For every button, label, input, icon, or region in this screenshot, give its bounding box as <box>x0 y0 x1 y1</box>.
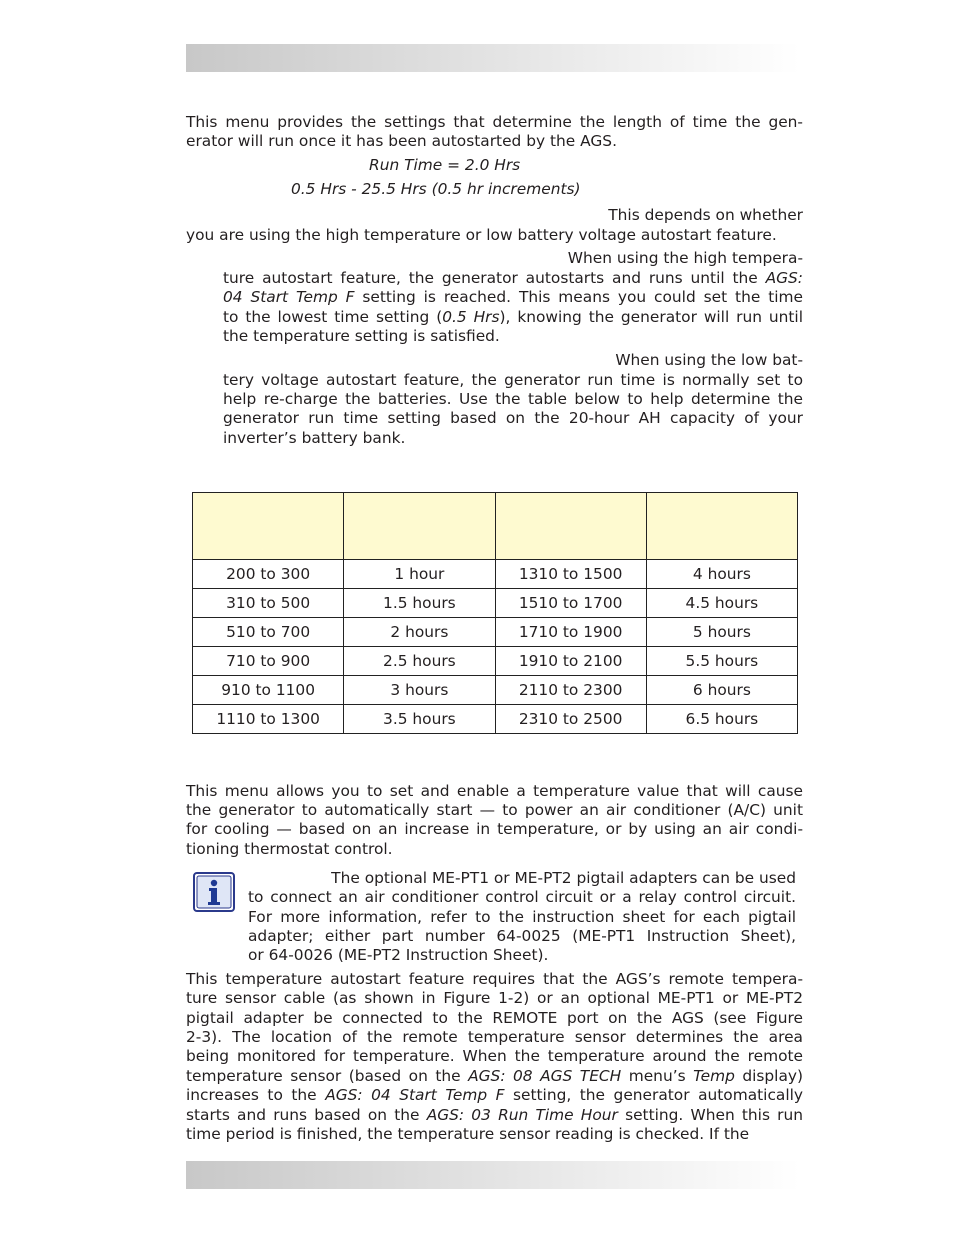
high-temp-line-2 <box>223 268 803 288</box>
run-time-cell: 6 hours <box>646 676 797 705</box>
high-temp-line-2a: ture autostart feature, the generator autostarts and runs until the <box>223 269 766 287</box>
table-row <box>193 676 798 705</box>
battery-ah-cell: 1510 to 1700 <box>495 589 646 618</box>
high-temp-line-4a: to the lowest time setting ( <box>223 308 443 326</box>
high-temp-line-5: the temperature setting is satisfied. <box>223 327 500 345</box>
table-row <box>193 618 798 647</box>
run-time-cell: 5.5 hours <box>646 647 797 676</box>
low-batt-line-2: tery voltage autostart feature, the generator run time is normally set to <box>223 371 803 389</box>
run-time-cell: 3 hours <box>344 676 495 705</box>
run-time-cell: 4.5 hours <box>646 589 797 618</box>
sensor-line-1: This temperature autostart feature requires that the AGS’s remote tempera- <box>186 970 803 988</box>
battery-ah-cell: 910 to 1100 <box>193 676 344 705</box>
intro-line-1: This menu provides the settings that determine the length of time the gen- <box>186 113 803 131</box>
run-time-cell: 2 hours <box>344 618 495 647</box>
table-row <box>193 647 798 676</box>
battery-ah-cell: 710 to 900 <box>193 647 344 676</box>
low-batt-line-5: inverter’s battery bank. <box>223 429 406 447</box>
high-temp-line-4c: ), knowing the generator will run until <box>499 308 803 326</box>
note-line-5: or 64-0026 (ME-PT2 Instruction Sheet). <box>248 946 549 964</box>
table-header-row <box>193 493 798 560</box>
run-time-cell: 1 hour <box>344 560 495 589</box>
default-setting-text: Run Time = 2.0 Hrs <box>369 156 521 174</box>
note-line-4: adapter; either part number 64-0025 (ME-PT1 Instruction Sheet), <box>248 927 796 945</box>
footer-bar <box>186 1161 800 1189</box>
battery-ah-cell: 1110 to 1300 <box>193 705 344 734</box>
default-setting <box>369 155 520 175</box>
battery-ah-cell: 200 to 300 <box>193 560 344 589</box>
high-temp-line-4 <box>223 307 803 327</box>
run-time-cell: 1.5 hours <box>344 589 495 618</box>
temp-menu-line-2: the generator to automatically start — to power an air conditioner (A/C) unit <box>186 801 803 819</box>
run-time-cell: 4 hours <box>646 560 797 589</box>
sensor-line-3: pigtail adapter be connected to the REMOTE port on the AGS (see Figure <box>186 1009 803 1027</box>
sensor-line-7c: setting, the generator automatically <box>504 1086 804 1104</box>
low-batt-line-3: help re-charge the batteries. Use the table below to help determine the <box>223 390 803 408</box>
table-header-cell <box>495 493 646 560</box>
table-row <box>193 560 798 589</box>
sensor-line-8 <box>186 1105 803 1125</box>
note-line-2: to connect an air conditioner control circuit or a relay control circuit. <box>248 888 796 906</box>
battery-ah-cell: 1310 to 1500 <box>495 560 646 589</box>
battery-ah-cell: 2110 to 2300 <box>495 676 646 705</box>
info-icon <box>193 872 235 912</box>
battery-ah-cell: 1710 to 1900 <box>495 618 646 647</box>
temp-menu-line-4: tioning thermostat control. <box>186 840 393 858</box>
run-time-cell: 6.5 hours <box>646 705 797 734</box>
run-time-cell: 2.5 hours <box>344 647 495 676</box>
table-header-cell <box>646 493 797 560</box>
table-header-cell <box>193 493 344 560</box>
run-time-table <box>192 492 798 734</box>
sensor-line-6c: menu’s <box>621 1067 694 1085</box>
sensor-line-9: time period is finished, the temperature sensor reading is checked. If the <box>186 1125 750 1143</box>
sensor-line-6a: temperature sensor (based on the <box>186 1067 469 1085</box>
sensor-line-7 <box>186 1085 803 1105</box>
note-line-1: The optional ME-PT1 or ME-PT2 pigtail adapters can be used <box>331 869 796 887</box>
high-temp-line-3a: 04 Start Temp F <box>223 288 355 306</box>
sensor-line-8c: setting. When this run <box>617 1106 803 1124</box>
high-temp-line-3b: setting is reached. This means you could set the time <box>354 288 803 306</box>
sensor-line-8a: starts and runs based on the <box>186 1106 427 1124</box>
sensor-line-6 <box>186 1066 803 1086</box>
sensor-line-2: ture sensor cable (as shown in Figure 1-2) or an optional ME-PT1 or ME-PT2 <box>186 989 803 1007</box>
low-batt-line-1: When using the low bat- <box>615 351 803 369</box>
intro-line-2: erator will run once it has been autostarted by the AGS. <box>186 132 617 150</box>
table-header-cell <box>344 493 495 560</box>
note-line-3: For more information, refer to the instruction sheet for each pigtail <box>248 908 796 926</box>
sensor-line-6e: display) <box>734 1067 803 1085</box>
table-row <box>193 705 798 734</box>
header-bar <box>186 44 800 72</box>
sensor-line-4: 2-3). The location of the remote temperature sensor determines the area <box>186 1028 803 1046</box>
sensor-line-7b: AGS: 04 Start Temp F <box>325 1086 505 1104</box>
sensor-line-5: being monitored for temperature. When the temperature around the remote <box>186 1047 803 1065</box>
battery-ah-cell: 1910 to 2100 <box>495 647 646 676</box>
low-batt-line-4: generator run time setting based on the 20-hour AH capacity of your <box>223 409 803 427</box>
high-temp-line-3 <box>223 287 803 307</box>
temp-menu-line-1: This menu allows you to set and enable a temperature value that will cause <box>186 782 803 800</box>
depends-line-2: you are using the high temperature or low battery voltage autostart feature. <box>186 226 777 244</box>
high-temp-line-2b: AGS: <box>765 269 803 287</box>
high-temp-line-1: When using the high tempera- <box>567 249 803 267</box>
high-temp-line-4b: 0.5 Hrs <box>442 308 500 326</box>
run-time-cell: 3.5 hours <box>344 705 495 734</box>
battery-ah-cell: 510 to 700 <box>193 618 344 647</box>
range-setting-text: 0.5 Hrs - 25.5 Hrs (0.5 hr increments) <box>291 180 581 198</box>
battery-ah-cell: 310 to 500 <box>193 589 344 618</box>
run-time-cell: 5 hours <box>646 618 797 647</box>
depends-line-1: This depends on whether <box>608 206 803 224</box>
range-setting <box>291 179 581 199</box>
sensor-line-6d: Temp <box>693 1067 735 1085</box>
table-row <box>193 589 798 618</box>
sensor-line-6b: AGS: 08 AGS TECH <box>468 1067 622 1085</box>
sensor-line-7a: increases to the <box>186 1086 326 1104</box>
temp-menu-line-3: for cooling — based on an increase in temperature, or by using an air condi- <box>186 820 803 838</box>
battery-ah-cell: 2310 to 2500 <box>495 705 646 734</box>
sensor-line-8b: AGS: 03 Run Time Hour <box>426 1106 618 1124</box>
